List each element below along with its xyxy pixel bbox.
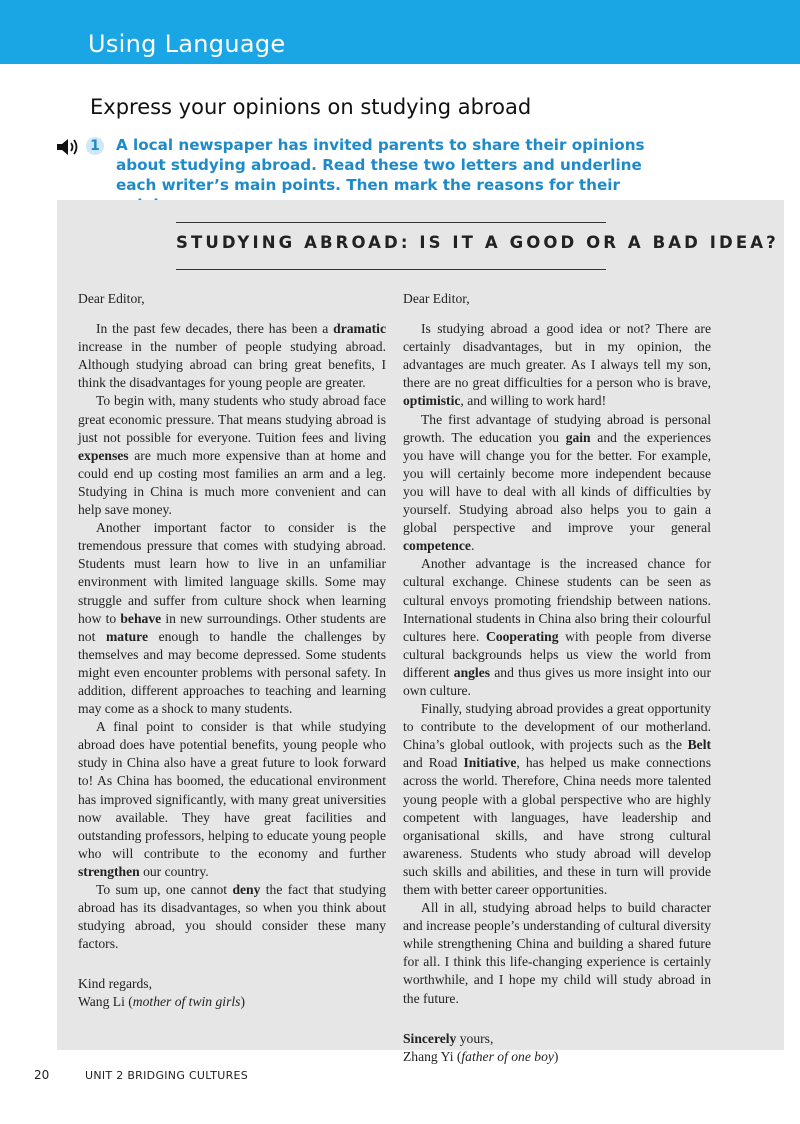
letter-left-body bbox=[78, 320, 386, 953]
paragraph-text: increase in the number of people studying abroad. Although studying abroad can bring great benefits, I think the disadvantages for young people are greater. bbox=[78, 339, 386, 391]
key-word: expenses bbox=[78, 447, 129, 463]
letter-paragraph bbox=[403, 411, 711, 556]
banner-title: Using Language bbox=[88, 30, 286, 58]
signature-role: mother of twin girls bbox=[132, 994, 241, 1010]
paragraph-text: and thus gives us more insight into our own culture. bbox=[403, 664, 711, 698]
key-word: optimistic bbox=[403, 393, 461, 409]
paragraph-text: enough to handle the challenges by themselves and may become depressed. Some students might even encounter problems with personal safety. In addition, different approaches to teaching and learning may come as a shock to many students. bbox=[78, 628, 386, 717]
paragraph-text: the fact that studying abroad has its disadvantages, so when you think about studying abroad, you should consider these many factors. bbox=[78, 882, 386, 952]
letter-left bbox=[78, 290, 386, 1012]
letter-paragraph bbox=[78, 881, 386, 953]
key-word: gain bbox=[565, 429, 591, 445]
signature-role: father of one boy bbox=[461, 1048, 554, 1064]
paragraph-text: Finally, studying abroad provides a great opportunity to contribute to the development of our motherland. China’s global outlook, with projects such as the bbox=[403, 701, 711, 753]
key-word: deny bbox=[232, 882, 261, 897]
key-word: strengthen bbox=[78, 863, 140, 879]
letters-title: STUDYING ABROAD: IS IT A GOOD OR A BAD IDEA? bbox=[176, 233, 779, 252]
paragraph-text: All in all, studying abroad helps to build character and increase people’s understanding of cultural diversity while strengthening China and building a shared future for all. I think this life-changing experience is certainly worthwhile, and I hope my child will study abroad in the future. bbox=[403, 900, 711, 1006]
paragraph-text: are much more expensive than at home and could end up costing most families an arm and a leg. Studying in China is much more convenient and can help save money. bbox=[78, 447, 386, 518]
letter-right-closing bbox=[403, 1030, 711, 1048]
letter-paragraph bbox=[78, 320, 386, 392]
letter-paragraph bbox=[78, 392, 386, 519]
paragraph-text: To begin with, many students who study abroad face great economic pressure. That means studying abroad is just not possible for everyone. Tuition fees and living bbox=[78, 393, 386, 445]
letter-paragraph bbox=[403, 899, 711, 1008]
key-word: Cooperating bbox=[486, 628, 559, 644]
letter-right-body bbox=[403, 320, 711, 1008]
paragraph-text: and Road bbox=[403, 755, 464, 771]
key-word: angles bbox=[453, 664, 491, 680]
title-rule-bottom bbox=[176, 269, 606, 270]
letter-right bbox=[403, 290, 711, 1066]
key-word: behave bbox=[120, 610, 162, 626]
paragraph-text: and the experiences you have will change you for the better. For example, you will certainly become more independent because you will have to deal with all kinds of difficulties by yourself. Studying abroad also helps you to gain a global perspective and improve your general bbox=[403, 429, 711, 536]
letter-left-salutation: Dear Editor, bbox=[78, 291, 145, 306]
key-word: Initiative bbox=[463, 755, 517, 771]
section-title: Express your opinions on studying abroad bbox=[90, 95, 532, 119]
page-number: 20 bbox=[34, 1068, 50, 1082]
paragraph-text: in new surroundings. Other students are not bbox=[78, 610, 387, 644]
paragraph-text: . bbox=[470, 538, 475, 554]
letter-left-closing: Kind regards, bbox=[78, 976, 152, 992]
task-instruction: A local newspaper has invited parents to share their opinions about studying abroad. Read these two letters and underline each writer’s main points. Then mark the reasons for their bbox=[116, 136, 645, 194]
closing-bold: Sincerely bbox=[403, 1030, 457, 1046]
letter-right-salutation: Dear Editor, bbox=[403, 291, 470, 306]
paragraph-text: In the past few decades, there has been a bbox=[96, 321, 334, 337]
letter-paragraph bbox=[78, 718, 386, 881]
letter-paragraph bbox=[403, 320, 711, 410]
paragraph-text: Another advantage is the increased chance for cultural exchange. Chinese students can be seen as cultural envoys promoting friendship between nations. International students in China also bring their colourful cultures here. bbox=[403, 556, 711, 644]
closing-rest: yours, bbox=[456, 1030, 494, 1046]
signature-name: Wang Li bbox=[78, 994, 125, 1010]
paragraph-text: A final point to consider is that while studying abroad does have potential benefits, young people who study in China also have a great future to look forward to! As China has boomed, the educational environment has improved significantly, with many great universities now available. They have great facilities and outstanding professors, helping to educate young people who will contribute to the economy and further bbox=[78, 719, 386, 861]
letter-paragraph bbox=[403, 555, 711, 700]
key-word: competence bbox=[403, 538, 471, 554]
paragraph-text: To sum up, one cannot bbox=[96, 882, 233, 897]
paragraph-text: our country. bbox=[139, 863, 209, 879]
paragraph-text: , has helped us make connections across the world. Therefore, China needs more talented young people with a global perspective who are highly competent with languages, have leadership and organisational skills, and have strong cultural awareness. Students who study abroad will develop such skills and abilities, and these in turn will provide them with better career opportunities. bbox=[403, 755, 712, 897]
key-word: mature bbox=[105, 628, 148, 644]
paragraph-text: with people from diverse cultural backgrounds helps us view the world from different bbox=[403, 628, 711, 680]
letter-paragraph bbox=[403, 700, 711, 899]
signature-name: Zhang Yi bbox=[403, 1048, 454, 1064]
letter-paragraph bbox=[78, 519, 386, 718]
paragraph-text: Is studying abroad a good idea or not? There are certainly disadvantages, but in my opinion, the advantages are much greater. As I always tell my son, there are no great difficulties for a person who is brave, bbox=[403, 321, 711, 391]
audio-speaker-icon[interactable] bbox=[56, 138, 80, 156]
key-word: Belt bbox=[687, 737, 711, 753]
paragraph-text: Another important factor to consider is the tremendous pressure that comes with studying abroad. Students must learn how to live in an unfamiliar environment with limited language skills. Some may struggle and suffer from culture shock when learning how to bbox=[78, 520, 386, 626]
unit-label: UNIT 2 BRIDGING CULTURES bbox=[85, 1069, 249, 1082]
letter-right-signature: Zhang Yi (father of one boy) bbox=[403, 1048, 559, 1064]
letter-left-signature: Wang Li (mother of twin girls) bbox=[78, 994, 245, 1010]
title-rule-top bbox=[176, 222, 606, 223]
header-banner bbox=[0, 0, 800, 64]
paragraph-text: , and willing to work hard! bbox=[460, 393, 607, 409]
task-number-badge: 1 bbox=[86, 137, 104, 155]
key-word: dramatic bbox=[333, 321, 386, 337]
paragraph-text: The first advantage of studying abroad is personal growth. The education you bbox=[403, 411, 711, 445]
